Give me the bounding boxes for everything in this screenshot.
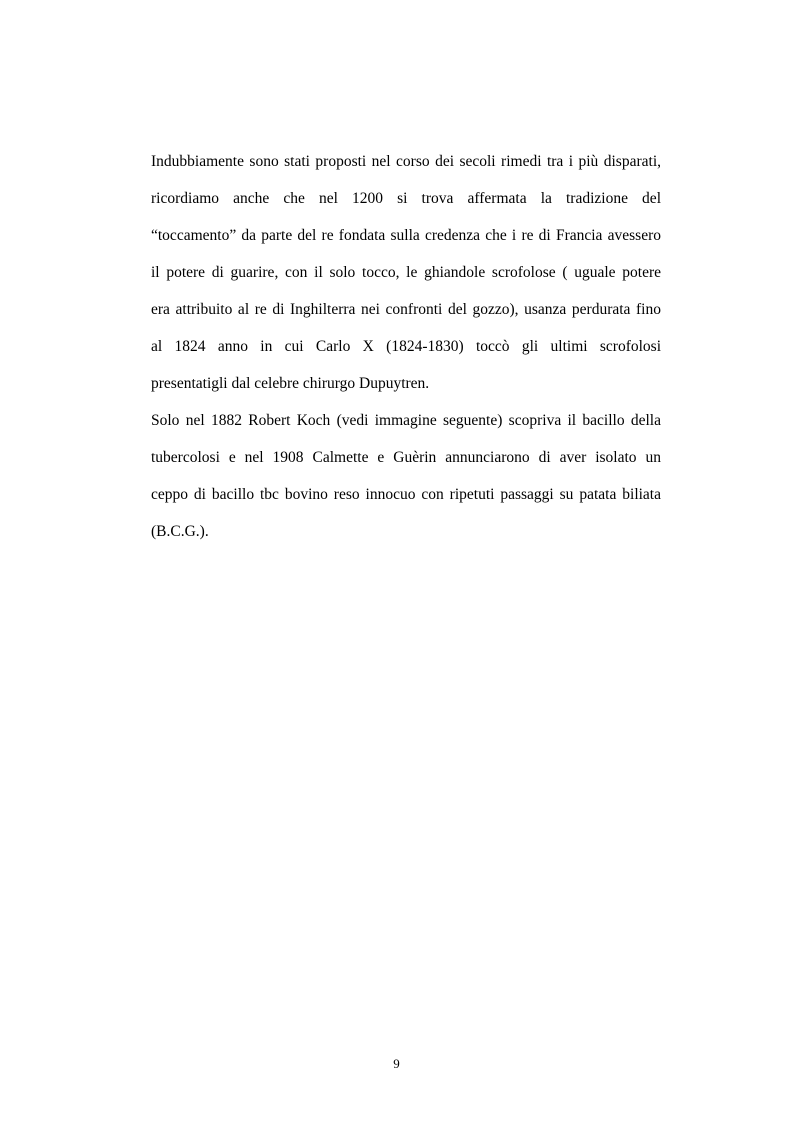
text-line: era attribuito al re di Inghilterra nei confronti del gozzo), usanza perdurata fino [151, 301, 661, 318]
text-line: presentatigli dal celebre chirurgo Dupuytren. [151, 375, 430, 392]
page-number: 9 [393, 1056, 400, 1071]
paragraph-history [151, 149, 661, 408]
text-line: al 1824 anno in cui Carlo X (1824-1830) toccò gli ultimi scrofolosi [151, 338, 661, 355]
text-line: ricordiamo anche che nel 1200 si trova affermata la tradizione del [151, 190, 661, 207]
text-line: Solo nel 1882 Robert Koch (vedi immagine seguente) scopriva il bacillo della [151, 412, 661, 429]
text-line: (B.C.G.). [151, 523, 209, 540]
paragraph-koch [151, 408, 661, 556]
text-line: tubercolosi e nel 1908 Calmette e Guèrin annunciarono di aver isolato un [151, 449, 661, 466]
text-line: ceppo di bacillo tbc bovino reso innocuo con ripetuti passaggi su patata biliata [151, 486, 661, 503]
text-line: Indubbiamente sono stati proposti nel corso dei secoli rimedi tra i più disparati, [151, 153, 661, 170]
text-line: “toccamento” da parte del re fondata sulla credenza che i re di Francia avessero [151, 227, 661, 244]
body-text [151, 149, 661, 556]
text-line: il potere di guarire, con il solo tocco, le ghiandole scrofolose ( uguale potere [151, 264, 661, 281]
